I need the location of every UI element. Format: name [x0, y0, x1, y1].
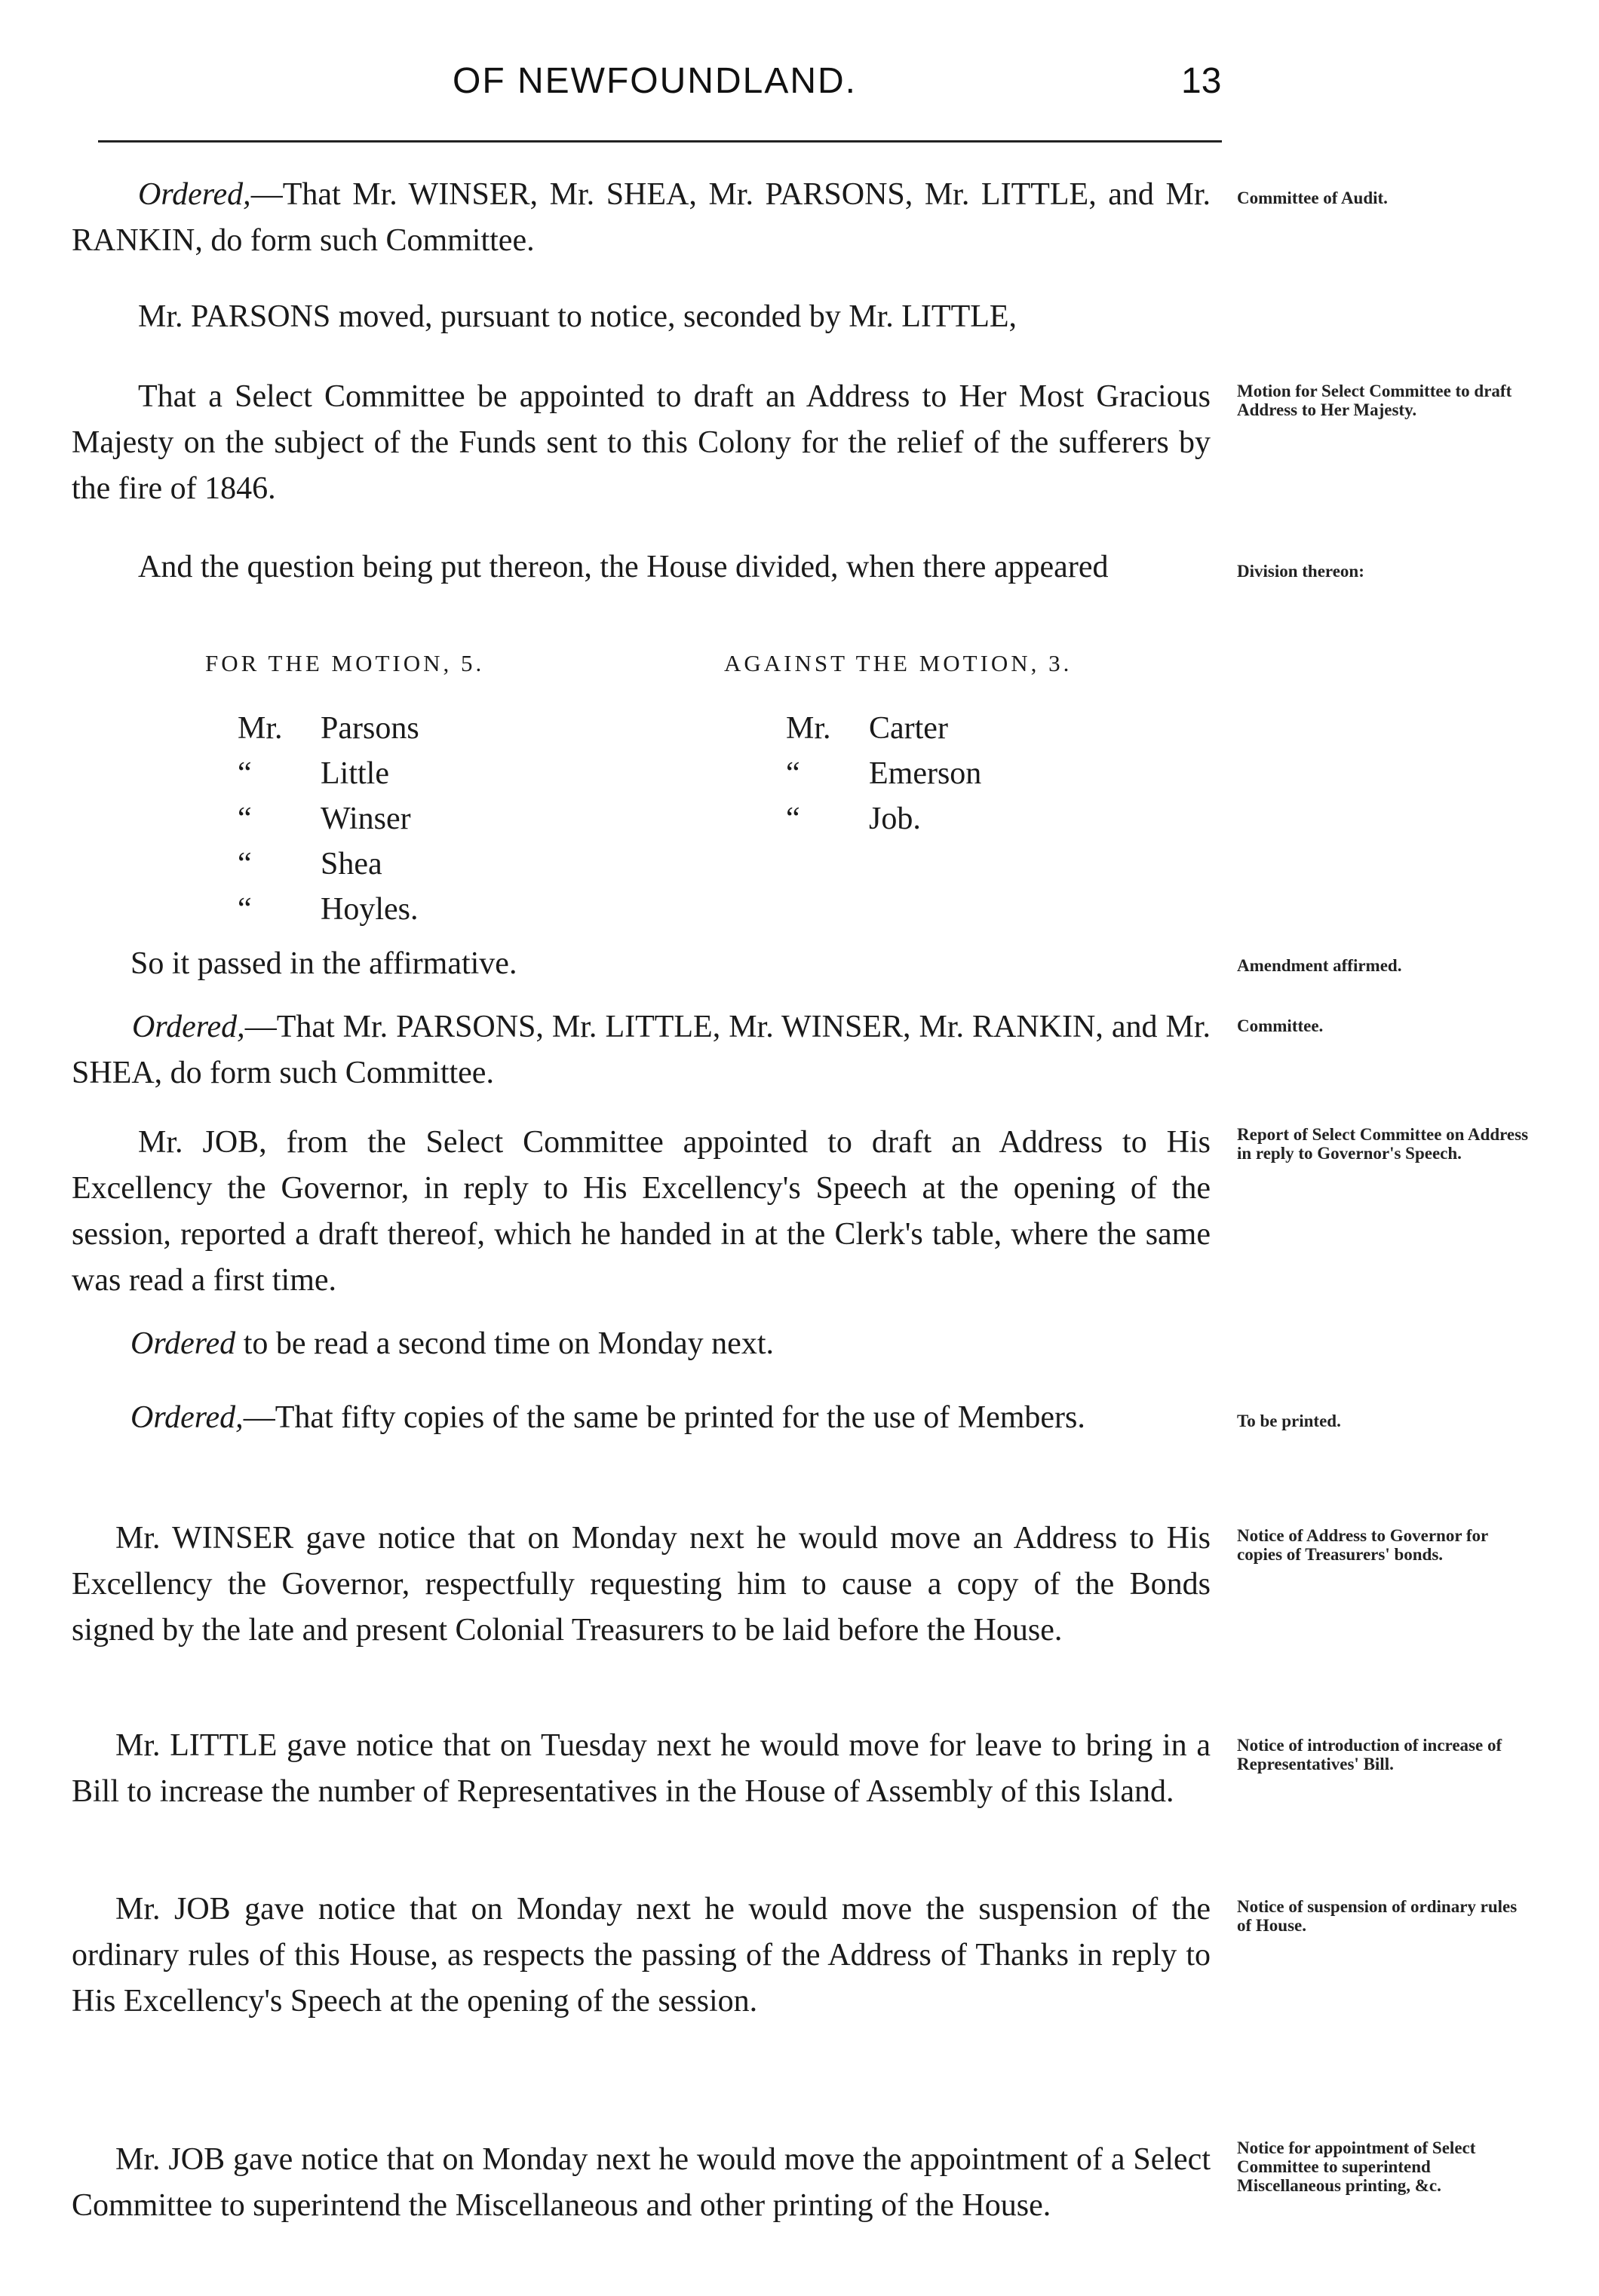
margin-note: Amendment affirmed.: [1237, 956, 1402, 975]
member-prefix: “: [238, 892, 252, 927]
margin-note: Committee.: [1237, 1016, 1324, 1035]
paragraph-label: Ordered,: [130, 1400, 244, 1435]
page-header: [0, 53, 1599, 106]
header-rule: [98, 140, 1222, 143]
paragraph: [72, 1887, 1211, 2025]
member-name: Parsons: [321, 711, 419, 746]
paragraph: [72, 1004, 1211, 1096]
member-name: Shea: [321, 847, 382, 881]
paragraph: [72, 1516, 1211, 1654]
margin-note: Notice of suspension of ordinary rules of House.: [1237, 1897, 1518, 1935]
for-heading: FOR THE MOTION, 5.: [205, 650, 485, 676]
paragraph-text: —That fifty copies of the same be printed for the use of Members.: [243, 1400, 1085, 1435]
paragraph: [72, 172, 1211, 264]
margin-note: Notice of introduction of increase of Representatives' Bill.: [1237, 1736, 1502, 1773]
paragraph-text: Mr. LITTLE gave notice that on Tuesday next he would move for leave to bring in a Bill to increase the number of Representatives in the House of Assembly of this Island.: [72, 1728, 1211, 1809]
paragraph: [72, 294, 1211, 340]
member-prefix: Mr.: [786, 711, 831, 746]
paragraph-text: to be read a second time on Monday next.: [235, 1326, 774, 1361]
paragraph-text: Mr. JOB, from the Select Committee appointed to draft an Address to His Excellency the Governor, in reply to His Excellency's Speech at the opening of the session, reported a draft thereof, which he handed in at the Clerk's table, where the same was read a first time.: [72, 1125, 1211, 1298]
member-row: [786, 796, 981, 841]
paragraph: [72, 1120, 1211, 1304]
paragraph-label: Ordered: [130, 1326, 236, 1361]
running-title: OF NEWFOUNDLAND.: [453, 61, 857, 101]
member-name: Emerson: [869, 756, 982, 791]
for-members-list: [238, 706, 419, 932]
margin-note: Division thereon:: [1237, 562, 1364, 581]
member-name: Hoyles.: [321, 892, 419, 927]
paragraph: [72, 2137, 1211, 2229]
margin-note: Notice for appointment of Select Committee to superintend Miscellaneous printing, &c.: [1237, 2138, 1476, 2195]
margin-note: Notice of Address to Governor for copies of Treasurers' bonds.: [1237, 1526, 1488, 1564]
against-heading: AGAINST THE MOTION, 3.: [724, 650, 1073, 676]
member-row: [238, 706, 419, 751]
member-row: [238, 887, 419, 932]
paragraph: [72, 1395, 1211, 1441]
member-row: [786, 751, 981, 796]
page-number: 13: [1181, 61, 1222, 101]
paragraph-text: Mr. WINSER gave notice that on Monday next he would move an Address to His Excellency the Governor, respectfully requesting him to cause a copy of the Bonds signed by the late and present Colonial Treasurers to be laid before the House.: [72, 1521, 1211, 1648]
member-row: [238, 796, 419, 841]
member-prefix: “: [238, 847, 252, 881]
paragraph: [72, 1723, 1211, 1815]
member-prefix: “: [238, 802, 252, 836]
paragraph-text: —That Mr. WINSER, Mr. SHEA, Mr. PARSONS, Mr. LITTLE, and Mr. RANKIN, do form such Committee.: [72, 177, 1211, 258]
paragraph: [72, 1321, 1211, 1367]
member-prefix: Mr.: [238, 711, 283, 746]
paragraph-text: That a Select Committee be appointed to draft an Address to Her Most Gracious Majesty on the subject of the Funds sent to this Colony for the relief of the sufferers by the fire of 1846.: [72, 379, 1211, 506]
member-row: [786, 706, 981, 751]
member-row: [238, 841, 419, 887]
paragraph: [72, 544, 1211, 590]
paragraph-text: —That Mr. PARSONS, Mr. LITTLE, Mr. WINSER, Mr. RANKIN, and Mr. SHEA, do form such Committee.: [72, 1010, 1211, 1090]
member-name: Carter: [869, 711, 948, 746]
member-name: Winser: [321, 802, 411, 836]
paragraph-label: Ordered,: [138, 177, 251, 212]
against-members-list: [786, 706, 981, 841]
member-name: Little: [321, 756, 389, 791]
member-name: Job.: [869, 802, 921, 836]
margin-note: Report of Select Committee on Address in reply to Governor's Speech.: [1237, 1125, 1529, 1163]
paragraph-text: Mr. JOB gave notice that on Monday next he would move the suspension of the ordinary rules of this House, as respects the passing of the Address of Thanks in reply to His Excellency's Speech at the opening of the session.: [72, 1892, 1211, 2019]
margin-note: To be printed.: [1237, 1412, 1341, 1430]
margin-note: Motion for Select Committee to draft Address to Her Majesty.: [1237, 382, 1512, 419]
member-row: [238, 751, 419, 796]
paragraph-label: Ordered,: [132, 1010, 245, 1044]
paragraph-text: Mr. PARSONS moved, pursuant to notice, seconded by Mr. LITTLE,: [138, 299, 1017, 334]
member-prefix: “: [786, 802, 800, 836]
member-prefix: “: [786, 756, 800, 791]
paragraph: [72, 374, 1211, 512]
member-prefix: “: [238, 756, 252, 791]
paragraph-text: And the question being put thereon, the House divided, when there appeared: [138, 550, 1109, 584]
paragraph-text: Mr. JOB gave notice that on Monday next he would move the appointment of a Select Committee to superintend the Miscellaneous and other printing of the House.: [72, 2142, 1211, 2223]
paragraph-text: So it passed in the affirmative.: [130, 946, 517, 981]
paragraph: [72, 941, 1211, 987]
margin-note: Committee of Audit.: [1237, 189, 1388, 207]
